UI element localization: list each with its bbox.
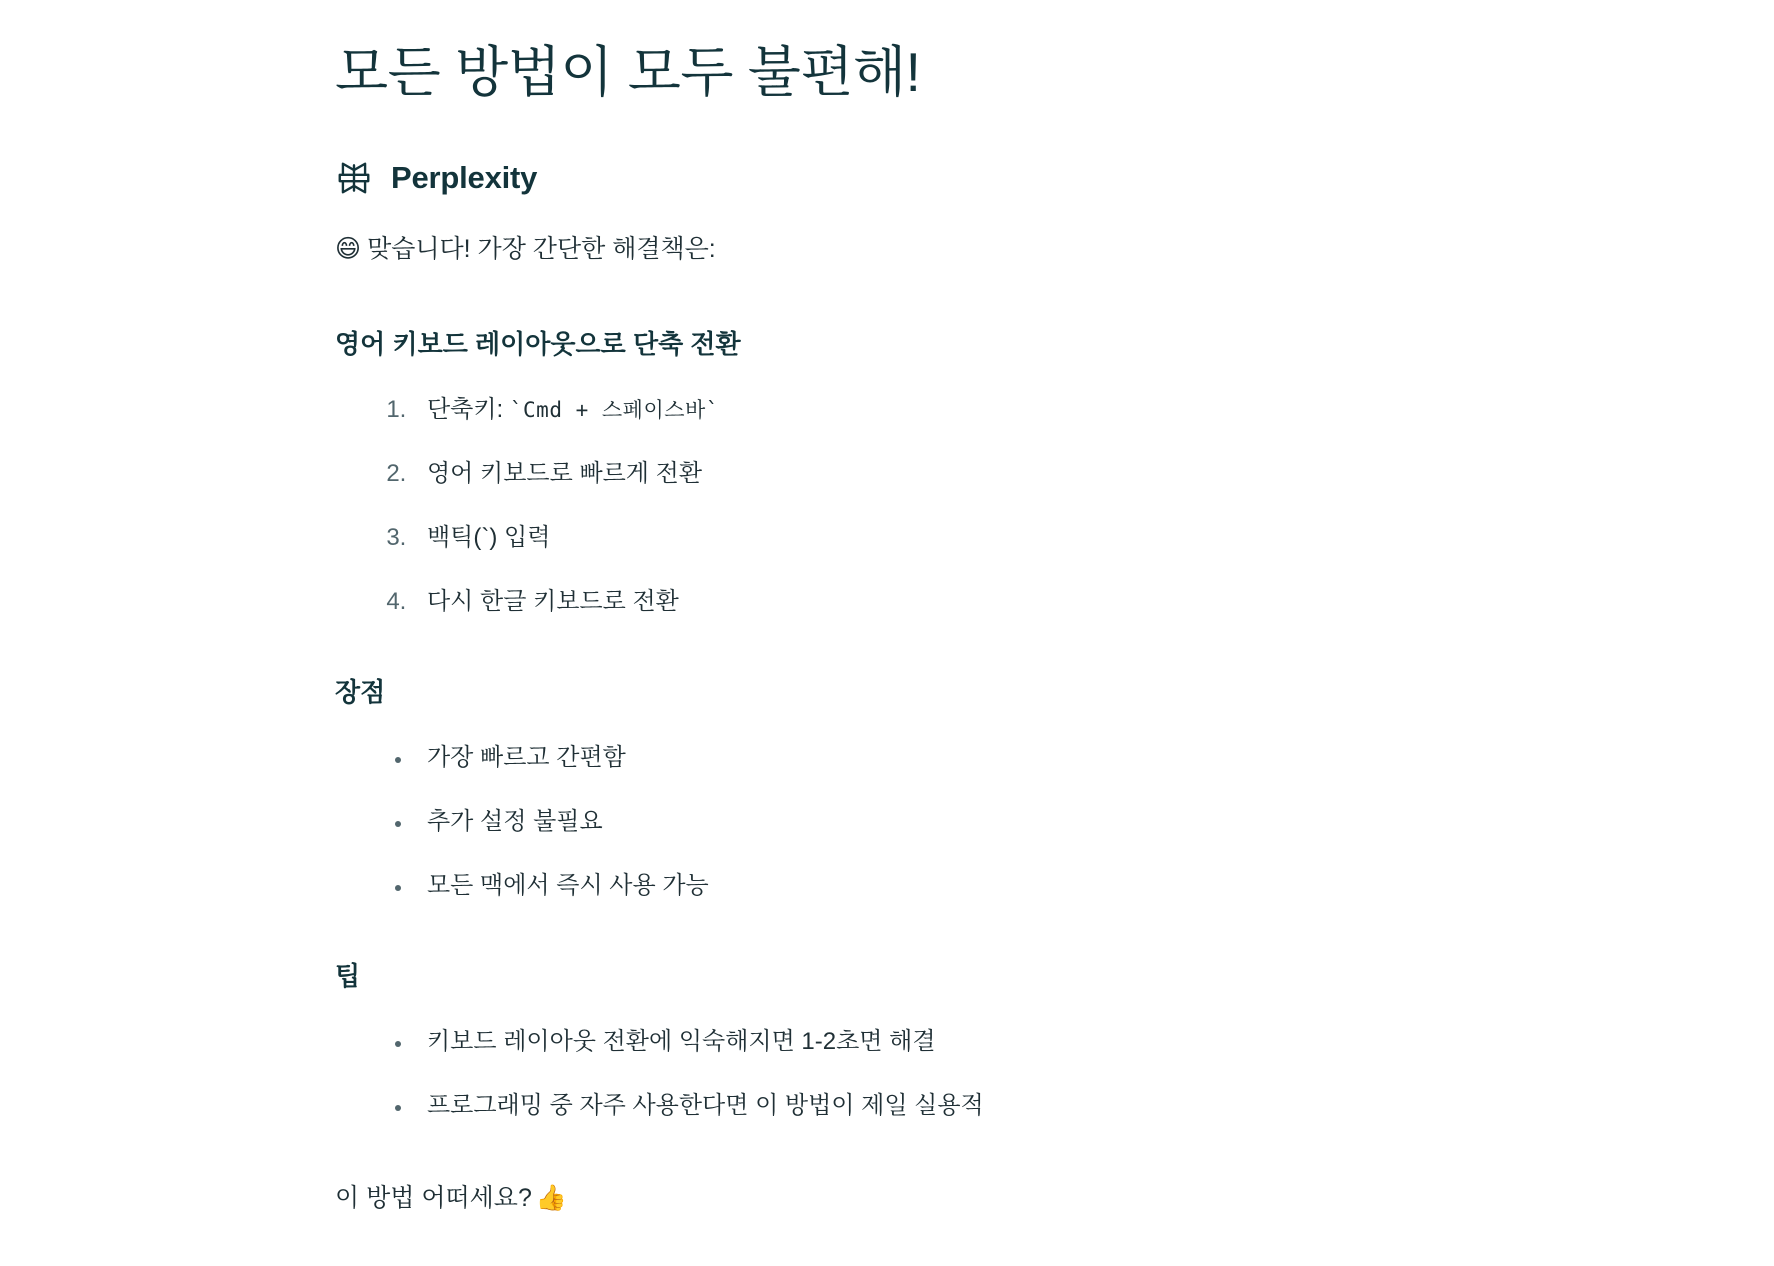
list-item [413,392,1585,428]
section-heading-tips: 팁 [335,960,361,991]
intro-text: 맞습니다! 가장 간단한 해결책은: [367,234,716,263]
list-item [413,584,1585,620]
list-item-text: 모든 맥에서 즉시 사용 가능 [427,871,709,899]
list-item-text: 다시 한글 키보드로 전환 [427,588,679,616]
perplexity-logo-icon [335,159,373,197]
assistant-name: Perplexity [391,159,538,195]
closing-text: 이 방법 어떠세요? [335,1183,532,1212]
list-item-text: 프로그래밍 중 자주 사용한다면 이 방법이 제일 실용적 [427,1091,984,1119]
section-heading-shortcut: 영어 키보드 레이아웃으로 단축 전환 [335,329,741,360]
list-item [413,1024,1585,1060]
list-item [413,740,1585,776]
advantages-list [335,740,1585,904]
smile-emoji-icon: 😄 [335,234,362,263]
list-item [413,520,1585,556]
list-item-text: 가장 빠르고 간편함 [427,743,626,771]
document-content [335,38,1585,1217]
section-heading-advantages: 장점 [335,677,386,708]
assistant-brand-row [335,159,1585,197]
inline-code: `Cmd + 스페이스바` [509,398,719,423]
list-item-text: 키보드 레이아웃 전환에 익숙해지면 1-2초면 해결 [427,1027,936,1055]
list-item-text: 영어 키보드로 빠르게 전환 [427,460,703,488]
list-item [413,804,1585,840]
thumbs-up-emoji-icon: 👍 [535,1183,567,1212]
page-title: 모든 방법이 모두 불편해! [335,41,921,103]
list-item-text: 단축키: [427,396,510,424]
shortcut-steps-list [335,392,1585,620]
closing-paragraph [335,1180,1585,1218]
list-item [413,456,1585,492]
intro-paragraph [335,231,1585,269]
tips-list [335,1024,1585,1124]
list-item-text: 추가 설정 불필요 [427,807,603,835]
list-item [413,868,1585,904]
list-item-text: 백틱(`) 입력 [427,524,551,552]
list-item [413,1088,1585,1124]
